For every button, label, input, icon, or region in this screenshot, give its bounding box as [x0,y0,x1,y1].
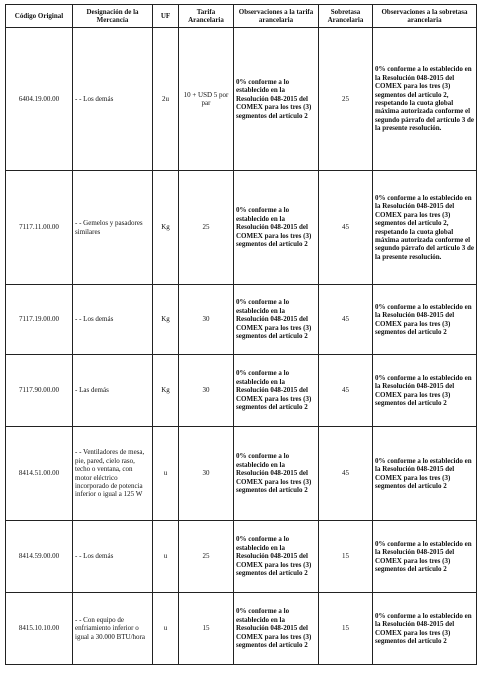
table-row [6,28,477,171]
cell-desc: - - Con equipo de enfriamiento inferior o igual a 30.000 BTU/hora [73,593,153,665]
header-tarifa: Tarifa Arancelaria [179,5,234,28]
cell-surcharge: 15 [319,593,373,665]
cell-tariff: 30 [179,285,234,355]
cell-obs-tariff: 0% conforme a lo establecido en la Resolución 048-2015 del COMEX para los tres (3) segmentos del artículo 2 [234,427,319,521]
header-obs-tarifa: Observaciones a la tarifa arancelaria [234,5,319,28]
cell-code: 7117.11.00.00 [6,171,73,285]
header-uf: UF [153,5,179,28]
cell-tariff: 10 + USD 5 por par [179,28,234,171]
cell-tariff: 30 [179,427,234,521]
cell-obs-surcharge: 0% conforme a lo establecido en la Resolución 048-2015 del COMEX para los tres (3) segmentos del artículo 2 [373,355,477,427]
cell-obs-surcharge: 0% conforme a lo establecido en la Resolución 048-2015 del COMEX para los tres (3) segmentos del artículo 2, respetando la cuota global máxima autorizada conforme el segundo párrafo del artículo 3 de la presente resolución. [373,171,477,285]
table-row [6,171,477,285]
cell-obs-tariff: 0% conforme a lo establecido en la Resolución 048-2015 del COMEX para los tres (3) segmentos del artículo 2 [234,171,319,285]
cell-obs-surcharge: 0% conforme a lo establecido en la Resolución 048-2015 del COMEX para los tres (3) segmentos del artículo 2, respetando la cuota global máxima autorizada conforme el segundo párrafo del artículo 3 de la presente resolución. [373,28,477,171]
cell-desc: - Las demás [73,355,153,427]
cell-surcharge: 45 [319,355,373,427]
header-codigo-original: Código Original [6,5,73,28]
cell-code: 7117.19.00.00 [6,285,73,355]
cell-obs-surcharge: 0% conforme a lo establecido en la Resolución 048-2015 del COMEX para los tres (3) segmentos del artículo 2 [373,593,477,665]
header-obs-sobretasa: Observaciones a la sobretasa arancelaria [373,5,477,28]
cell-obs-tariff: 0% conforme a lo establecido en la Resolución 048-2015 del COMEX para los tres (3) segmentos del artículo 2 [234,521,319,593]
cell-desc: - - Gemelos y pasadores similares [73,171,153,285]
table-row [6,355,477,427]
cell-tariff: 25 [179,521,234,593]
cell-code: 6404.19.00.00 [6,28,73,171]
cell-desc: - - Los demás [73,285,153,355]
cell-tariff: 15 [179,593,234,665]
cell-code: 8415.10.10.00 [6,593,73,665]
cell-obs-tariff: 0% conforme a lo establecido en la Resolución 048-2015 del COMEX para los tres (3) segmentos del artículo 2 [234,593,319,665]
cell-obs-surcharge: 0% conforme a lo establecido en la Resolución 048-2015 del COMEX para los tres (3) segmentos del artículo 2 [373,521,477,593]
cell-uf: u [153,593,179,665]
cell-tariff: 30 [179,355,234,427]
cell-surcharge: 25 [319,28,373,171]
cell-obs-surcharge: 0% conforme a lo establecido en la Resolución 048-2015 del COMEX para los tres (3) segmentos del artículo 2 [373,427,477,521]
cell-tariff: 25 [179,171,234,285]
document-page [5,4,476,665]
cell-desc: - - Los demás [73,28,153,171]
cell-obs-surcharge: 0% conforme a lo establecido en la Resolución 048-2015 del COMEX para los tres (3) segmentos del artículo 2 [373,285,477,355]
cell-code: 8414.59.00.00 [6,521,73,593]
cell-obs-tariff: 0% conforme a lo establecido en la Resolución 048-2015 del COMEX para los tres (3) segmentos del artículo 2 [234,285,319,355]
table-row [6,285,477,355]
cell-obs-tariff: 0% conforme a lo establecido en la Resolución 048-2015 del COMEX para los tres (3) segmentos del artículo 2 [234,28,319,171]
table-row [6,521,477,593]
cell-uf: 2u [153,28,179,171]
cell-surcharge: 15 [319,521,373,593]
cell-uf: Kg [153,355,179,427]
cell-code: 8414.51.00.00 [6,427,73,521]
cell-obs-tariff: 0% conforme a lo establecido en la Resolución 048-2015 del COMEX para los tres (3) segmentos del artículo 2 [234,355,319,427]
header-sobretasa: Sobretasa Arancelaria [319,5,373,28]
cell-uf: u [153,521,179,593]
cell-surcharge: 45 [319,285,373,355]
table-header-row [6,5,477,28]
cell-code: 7117.90.00.00 [6,355,73,427]
cell-surcharge: 45 [319,427,373,521]
table-row [6,427,477,521]
cell-desc: - - Ventiladores de mesa, pie, pared, cielo raso, techo o ventana, con motor eléctrico incorporado de potencia inferior o igual a 125 W [73,427,153,521]
cell-surcharge: 45 [319,171,373,285]
table-row [6,593,477,665]
tariff-table [5,4,477,665]
cell-uf: Kg [153,285,179,355]
header-designacion: Designación de la Mercancía [73,5,153,28]
cell-uf: Kg [153,171,179,285]
cell-desc: - - Los demás [73,521,153,593]
cell-uf: u [153,427,179,521]
